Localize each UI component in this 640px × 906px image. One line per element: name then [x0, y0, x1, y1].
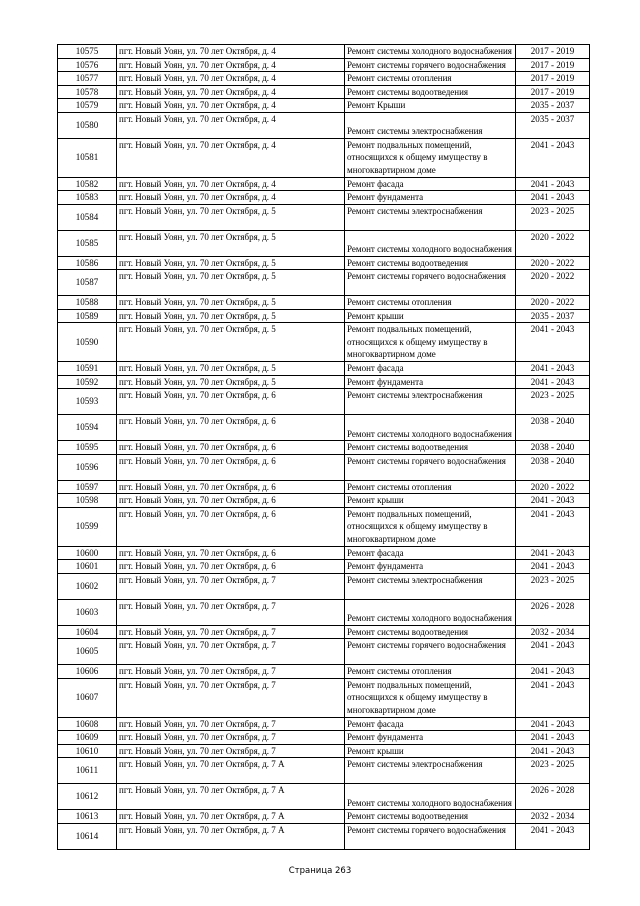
- row-work-type: Ремонт системы холодного водоснабжения: [345, 45, 516, 59]
- row-number: 10592: [58, 375, 117, 389]
- row-address: пгт. Новый Уоян, ул. 70 лет Октября, д. 6: [117, 546, 345, 560]
- row-number: 10597: [58, 480, 117, 494]
- row-period: 2017 - 2019: [516, 85, 590, 99]
- table-row: [58, 823, 590, 849]
- row-number: 10593: [58, 389, 117, 415]
- row-period: 2032 - 2034: [516, 810, 590, 824]
- table-row: [58, 99, 590, 113]
- row-number: 10576: [58, 58, 117, 72]
- row-period: 2041 - 2043: [516, 823, 590, 849]
- row-number: 10608: [58, 717, 117, 731]
- row-address: пгт. Новый Уоян, ул. 70 лет Октября, д. 4: [117, 72, 345, 86]
- row-period: 2041 - 2043: [516, 744, 590, 758]
- row-work-type: Ремонт фасада: [345, 362, 516, 376]
- row-period: 2017 - 2019: [516, 45, 590, 59]
- row-work-type: Ремонт системы водоотведения: [345, 256, 516, 270]
- row-address: пгт. Новый Уоян, ул. 70 лет Октября, д. 6: [117, 480, 345, 494]
- row-period: 2038 - 2040: [516, 441, 590, 455]
- table-row: [58, 599, 590, 625]
- row-number: 10589: [58, 309, 117, 323]
- table-row: [58, 204, 590, 230]
- row-address: пгт. Новый Уоян, ул. 70 лет Октября, д. 4: [117, 99, 345, 113]
- row-number: 10583: [58, 191, 117, 205]
- table-row: [58, 389, 590, 415]
- table-row: [58, 138, 590, 177]
- row-address: пгт. Новый Уоян, ул. 70 лет Октября, д. 4: [117, 58, 345, 72]
- row-period: 2020 - 2022: [516, 230, 590, 256]
- row-number: 10610: [58, 744, 117, 758]
- table-row: [58, 296, 590, 310]
- row-work-type: Ремонт фундамента: [345, 191, 516, 205]
- row-work-type: Ремонт системы холодного водоснабжения: [345, 415, 516, 441]
- table-row: [58, 58, 590, 72]
- row-period: 2023 - 2025: [516, 389, 590, 415]
- row-number: 10596: [58, 454, 117, 480]
- row-period: 2041 - 2043: [516, 665, 590, 679]
- row-address: пгт. Новый Уоян, ул. 70 лет Октября, д. 5: [117, 375, 345, 389]
- row-address: пгт. Новый Уоян, ул. 70 лет Октября, д. 4: [117, 177, 345, 191]
- row-period: 2020 - 2022: [516, 256, 590, 270]
- row-work-type: Ремонт системы водоотведения: [345, 810, 516, 824]
- row-address: пгт. Новый Уоян, ул. 70 лет Октября, д. 7: [117, 639, 345, 665]
- row-period: 2023 - 2025: [516, 758, 590, 784]
- row-number: 10600: [58, 546, 117, 560]
- row-address: пгт. Новый Уоян, ул. 70 лет Октября, д. 6: [117, 441, 345, 455]
- row-work-type: Ремонт системы холодного водоснабжения: [345, 230, 516, 256]
- table-row: [58, 784, 590, 810]
- row-work-type: Ремонт системы водоотведения: [345, 441, 516, 455]
- table-row: [58, 256, 590, 270]
- table-row: [58, 45, 590, 59]
- table-row: [58, 494, 590, 508]
- row-address: пгт. Новый Уоян, ул. 70 лет Октября, д. 6: [117, 507, 345, 546]
- row-address: пгт. Новый Уоян, ул. 70 лет Октября, д. 7: [117, 599, 345, 625]
- table-body: [58, 45, 590, 850]
- row-address: пгт. Новый Уоян, ул. 70 лет Октября, д. 5: [117, 204, 345, 230]
- row-number: 10578: [58, 85, 117, 99]
- row-address: пгт. Новый Уоян, ул. 70 лет Октября, д. 5: [117, 256, 345, 270]
- row-period: 2023 - 2025: [516, 204, 590, 230]
- row-address: пгт. Новый Уоян, ул. 70 лет Октября, д. 7 А: [117, 758, 345, 784]
- table-row: [58, 375, 590, 389]
- table-row: [58, 639, 590, 665]
- row-work-type: Ремонт крыши: [345, 744, 516, 758]
- row-number: 10611: [58, 758, 117, 784]
- table-row: [58, 270, 590, 296]
- row-work-type: Ремонт системы отопления: [345, 296, 516, 310]
- row-work-type: Ремонт системы отопления: [345, 665, 516, 679]
- row-work-type: Ремонт системы отопления: [345, 480, 516, 494]
- row-period: 2041 - 2043: [516, 639, 590, 665]
- row-period: 2041 - 2043: [516, 494, 590, 508]
- row-period: 2020 - 2022: [516, 480, 590, 494]
- table-row: [58, 85, 590, 99]
- row-address: пгт. Новый Уоян, ул. 70 лет Октября, д. 7: [117, 625, 345, 639]
- row-work-type: Ремонт подвальных помещений, относящихся к общему имуществу в многоквартирном доме: [345, 507, 516, 546]
- row-address: пгт. Новый Уоян, ул. 70 лет Октября, д. 7: [117, 573, 345, 599]
- row-period: 2035 - 2037: [516, 112, 590, 138]
- row-address: пгт. Новый Уоян, ул. 70 лет Октября, д. 5: [117, 270, 345, 296]
- row-number: 10594: [58, 415, 117, 441]
- table-row: [58, 717, 590, 731]
- row-work-type: Ремонт системы горячего водоснабжения: [345, 823, 516, 849]
- row-number: 10575: [58, 45, 117, 59]
- row-number: 10581: [58, 138, 117, 177]
- row-work-type: Ремонт системы отопления: [345, 72, 516, 86]
- table-row: [58, 546, 590, 560]
- row-period: 2035 - 2037: [516, 309, 590, 323]
- row-work-type: Ремонт системы горячего водоснабжения: [345, 270, 516, 296]
- row-number: 10588: [58, 296, 117, 310]
- table-row: [58, 507, 590, 546]
- row-number: 10584: [58, 204, 117, 230]
- row-number: 10602: [58, 573, 117, 599]
- row-number: 10607: [58, 678, 117, 717]
- table-row: [58, 415, 590, 441]
- row-number: 10603: [58, 599, 117, 625]
- row-work-type: Ремонт фасада: [345, 177, 516, 191]
- row-number: 10605: [58, 639, 117, 665]
- table-row: [58, 112, 590, 138]
- row-number: 10591: [58, 362, 117, 376]
- row-period: 2041 - 2043: [516, 323, 590, 362]
- row-period: 2041 - 2043: [516, 177, 590, 191]
- row-work-type: Ремонт фундамента: [345, 375, 516, 389]
- row-work-type: Ремонт системы горячего водоснабжения: [345, 639, 516, 665]
- row-work-type: Ремонт крыши: [345, 494, 516, 508]
- row-period: 2041 - 2043: [516, 138, 590, 177]
- row-number: 10613: [58, 810, 117, 824]
- row-work-type: Ремонт системы водоотведения: [345, 85, 516, 99]
- row-number: 10604: [58, 625, 117, 639]
- row-period: 2023 - 2025: [516, 573, 590, 599]
- table-row: [58, 362, 590, 376]
- row-period: 2041 - 2043: [516, 191, 590, 205]
- row-work-type: Ремонт крыши: [345, 309, 516, 323]
- row-period: 2041 - 2043: [516, 375, 590, 389]
- row-work-type: Ремонт подвальных помещений, относящихся к общему имуществу в многоквартирном доме: [345, 138, 516, 177]
- row-address: пгт. Новый Уоян, ул. 70 лет Октября, д. 4: [117, 45, 345, 59]
- row-period: 2041 - 2043: [516, 560, 590, 574]
- table-row: [58, 665, 590, 679]
- row-period: 2041 - 2043: [516, 731, 590, 745]
- row-address: пгт. Новый Уоян, ул. 70 лет Октября, д. 7 А: [117, 784, 345, 810]
- row-work-type: Ремонт подвальных помещений, относящихся к общему имуществу в многоквартирном доме: [345, 678, 516, 717]
- row-address: пгт. Новый Уоян, ул. 70 лет Октября, д. 6: [117, 560, 345, 574]
- row-number: 10612: [58, 784, 117, 810]
- row-address: пгт. Новый Уоян, ул. 70 лет Октября, д. 5: [117, 296, 345, 310]
- row-number: 10609: [58, 731, 117, 745]
- row-number: 10585: [58, 230, 117, 256]
- row-period: 2038 - 2040: [516, 454, 590, 480]
- table-row: [58, 230, 590, 256]
- row-number: 10606: [58, 665, 117, 679]
- row-period: 2038 - 2040: [516, 415, 590, 441]
- row-work-type: Ремонт Крыши: [345, 99, 516, 113]
- row-period: 2017 - 2019: [516, 58, 590, 72]
- row-address: пгт. Новый Уоян, ул. 70 лет Октября, д. 5: [117, 230, 345, 256]
- row-work-type: Ремонт системы водоотведения: [345, 625, 516, 639]
- row-work-type: Ремонт системы горячего водоснабжения: [345, 58, 516, 72]
- row-period: 2041 - 2043: [516, 678, 590, 717]
- row-work-type: Ремонт системы холодного водоснабжения: [345, 784, 516, 810]
- row-work-type: Ремонт фундамента: [345, 731, 516, 745]
- row-address: пгт. Новый Уоян, ул. 70 лет Октября, д. 6: [117, 494, 345, 508]
- row-address: пгт. Новый Уоян, ул. 70 лет Октября, д. 6: [117, 415, 345, 441]
- row-number: 10580: [58, 112, 117, 138]
- table-row: [58, 758, 590, 784]
- row-address: пгт. Новый Уоян, ул. 70 лет Октября, д. 4: [117, 191, 345, 205]
- row-address: пгт. Новый Уоян, ул. 70 лет Октября, д. 4: [117, 112, 345, 138]
- row-period: 2041 - 2043: [516, 362, 590, 376]
- row-number: 10599: [58, 507, 117, 546]
- table-row: [58, 441, 590, 455]
- row-period: 2035 - 2037: [516, 99, 590, 113]
- row-address: пгт. Новый Уоян, ул. 70 лет Октября, д. 7: [117, 678, 345, 717]
- row-address: пгт. Новый Уоян, ул. 70 лет Октября, д. 4: [117, 138, 345, 177]
- row-work-type: Ремонт системы электроснабжения: [345, 112, 516, 138]
- row-work-type: Ремонт системы электроснабжения: [345, 389, 516, 415]
- row-address: пгт. Новый Уоян, ул. 70 лет Октября, д. 7: [117, 731, 345, 745]
- row-number: 10587: [58, 270, 117, 296]
- row-address: пгт. Новый Уоян, ул. 70 лет Октября, д. 7: [117, 665, 345, 679]
- row-address: пгт. Новый Уоян, ул. 70 лет Октября, д. 7 А: [117, 823, 345, 849]
- row-address: пгт. Новый Уоян, ул. 70 лет Октября, д. 6: [117, 454, 345, 480]
- row-period: 2020 - 2022: [516, 296, 590, 310]
- row-number: 10614: [58, 823, 117, 849]
- row-address: пгт. Новый Уоян, ул. 70 лет Октября, д. 7: [117, 717, 345, 731]
- row-address: пгт. Новый Уоян, ул. 70 лет Октября, д. 6: [117, 389, 345, 415]
- page-number: Страница 263: [288, 866, 352, 876]
- table-row: [58, 731, 590, 745]
- row-number: 10601: [58, 560, 117, 574]
- row-period: 2041 - 2043: [516, 546, 590, 560]
- row-work-type: Ремонт системы электроснабжения: [345, 758, 516, 784]
- row-address: пгт. Новый Уоян, ул. 70 лет Октября, д. 4: [117, 85, 345, 99]
- table-row: [58, 323, 590, 362]
- row-period: 2026 - 2028: [516, 784, 590, 810]
- row-work-type: Ремонт системы электроснабжения: [345, 573, 516, 599]
- row-number: 10590: [58, 323, 117, 362]
- table-row: [58, 309, 590, 323]
- table-row: [58, 177, 590, 191]
- row-work-type: Ремонт подвальных помещений, относящихся к общему имуществу в многоквартирном доме: [345, 323, 516, 362]
- row-number: 10595: [58, 441, 117, 455]
- table-row: [58, 625, 590, 639]
- row-period: 2026 - 2028: [516, 599, 590, 625]
- row-number: 10577: [58, 72, 117, 86]
- table-row: [58, 744, 590, 758]
- table-row: [58, 573, 590, 599]
- row-period: 2041 - 2043: [516, 507, 590, 546]
- table-row: [58, 810, 590, 824]
- table-row: [58, 480, 590, 494]
- row-address: пгт. Новый Уоян, ул. 70 лет Октября, д. 5: [117, 323, 345, 362]
- table-row: [58, 191, 590, 205]
- row-address: пгт. Новый Уоян, ул. 70 лет Октября, д. 5: [117, 362, 345, 376]
- row-work-type: Ремонт системы горячего водоснабжения: [345, 454, 516, 480]
- table-row: [58, 72, 590, 86]
- row-number: 10598: [58, 494, 117, 508]
- row-work-type: Ремонт фасада: [345, 717, 516, 731]
- table-row: [58, 678, 590, 717]
- row-work-type: Ремонт фундамента: [345, 560, 516, 574]
- row-address: пгт. Новый Уоян, ул. 70 лет Октября, д. 7 А: [117, 810, 345, 824]
- row-period: 2041 - 2043: [516, 717, 590, 731]
- row-work-type: Ремонт фасада: [345, 546, 516, 560]
- table-row: [58, 454, 590, 480]
- row-period: 2032 - 2034: [516, 625, 590, 639]
- repair-schedule-table: [57, 44, 590, 850]
- row-address: пгт. Новый Уоян, ул. 70 лет Октября, д. 7: [117, 744, 345, 758]
- row-period: 2017 - 2019: [516, 72, 590, 86]
- row-work-type: Ремонт системы холодного водоснабжения: [345, 599, 516, 625]
- row-number: 10586: [58, 256, 117, 270]
- row-period: 2020 - 2022: [516, 270, 590, 296]
- row-address: пгт. Новый Уоян, ул. 70 лет Октября, д. 5: [117, 309, 345, 323]
- table-row: [58, 560, 590, 574]
- row-work-type: Ремонт системы электроснабжения: [345, 204, 516, 230]
- row-number: 10579: [58, 99, 117, 113]
- row-number: 10582: [58, 177, 117, 191]
